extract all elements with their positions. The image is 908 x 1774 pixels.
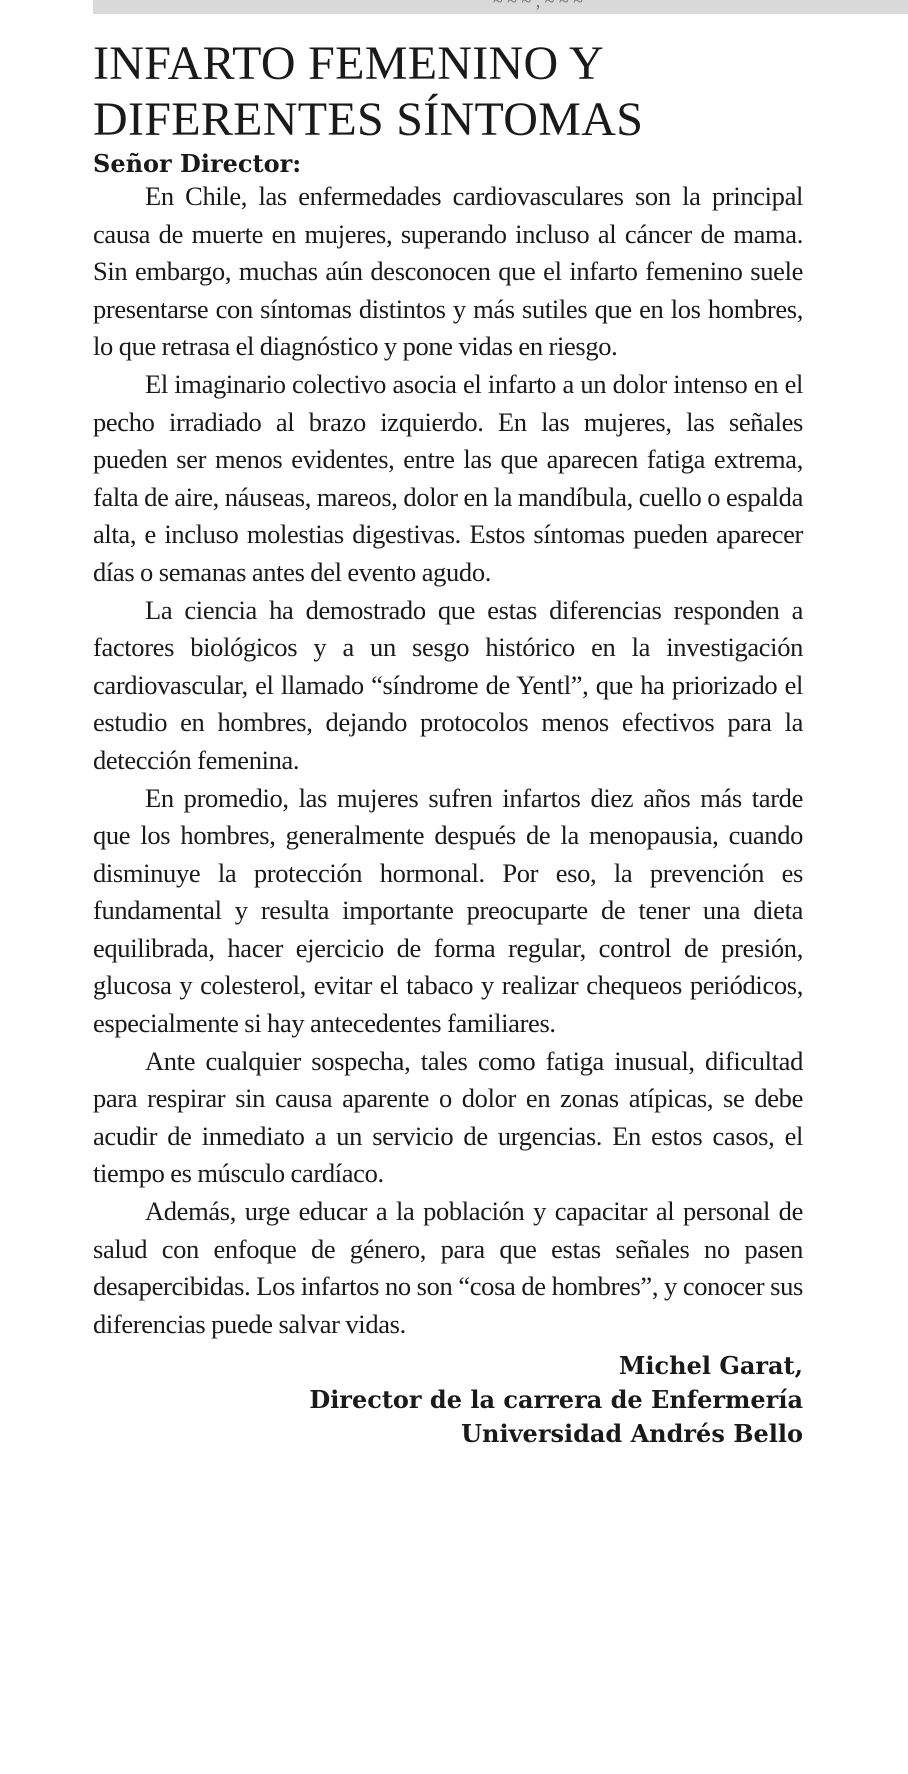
paragraph-6: Además, urge educar a la población y capacitar al personal de salud con enfoque de género, para que estas señales no pasen desapercibidas. Los infartos no son “cosa de hombres”, y conocer sus diferencias puede salvar vidas. [93,1196,803,1339]
paragraph-3: La ciencia ha demostrado que estas diferencias responden a factores biológicos y a un sesgo histórico en la investigación cardiovascular, el llamado “síndrome de Yentl”, que ha priorizado el estudio en hombres, dejando protocolos menos efectivos para la detección femenina. [93,594,803,775]
signature-block [93,1349,803,1451]
headline-line-1: INFARTO FEMENINO Y [93,37,604,90]
paragraph-5: Ante cualquier sospecha, tales como fatiga inusual, dificultad para respirar sin causa aparente o dolor en zonas atípicas, se debe acudir de inmediato a un servicio de urgencias. En estos casos, el tiempo es músculo cardíaco. [93,1045,803,1189]
header-text-fragment: ~ ~ ~ , ~ ~ ~ [493,0,583,11]
signature-role: Director de la carrera de Enfermería [309,1385,803,1415]
article-headline [93,36,803,148]
top-header-band [93,0,908,14]
letter-body [93,178,803,1343]
paragraph-1: En Chile, las enfermedades cardiovasculares son la principal causa de muerte en mujeres, superando incluso al cáncer de mama. Sin embargo, muchas aún desconocen que el infarto femenino suele presentarse con síntomas distintos y más sutiles que en los hombres, lo que retrasa el diagnóstico y pone vidas en riesgo. [93,181,803,362]
paragraph-4: En promedio, las mujeres sufren infartos diez años más tarde que los hombres, generalmente después de la menopausia, cuando disminuye la protección hormonal. Por eso, la prevención es fundamental y resulta importante preocuparte de tener una dieta equilibrada, hacer ejercicio de forma regular, control de presión, glucosa y colesterol, evitar el tabaco y realizar chequeos periódicos, especialmente si hay antecedentes familiares. [93,782,803,1039]
letter-article [93,36,803,1451]
signature-name: Michel Garat, [618,1351,803,1381]
headline-line-2: DIFERENTES SÍNTOMAS [93,93,644,146]
signature-institution: Universidad Andrés Bello [461,1419,803,1449]
salutation: Señor Director: [93,149,302,178]
paragraph-2: El imaginario colectivo asocia el infarto a un dolor intenso en el pecho irradiado al brazo izquierdo. En las mujeres, las señales pueden ser menos evidentes, entre las que aparecen fatiga extrema, falta de aire, náuseas, mareos, dolor en la mandíbula, cuello o espalda alta, e incluso molestias digestivas. Estos síntomas pueden aparecer días o semanas antes del evento agudo. [93,368,803,587]
